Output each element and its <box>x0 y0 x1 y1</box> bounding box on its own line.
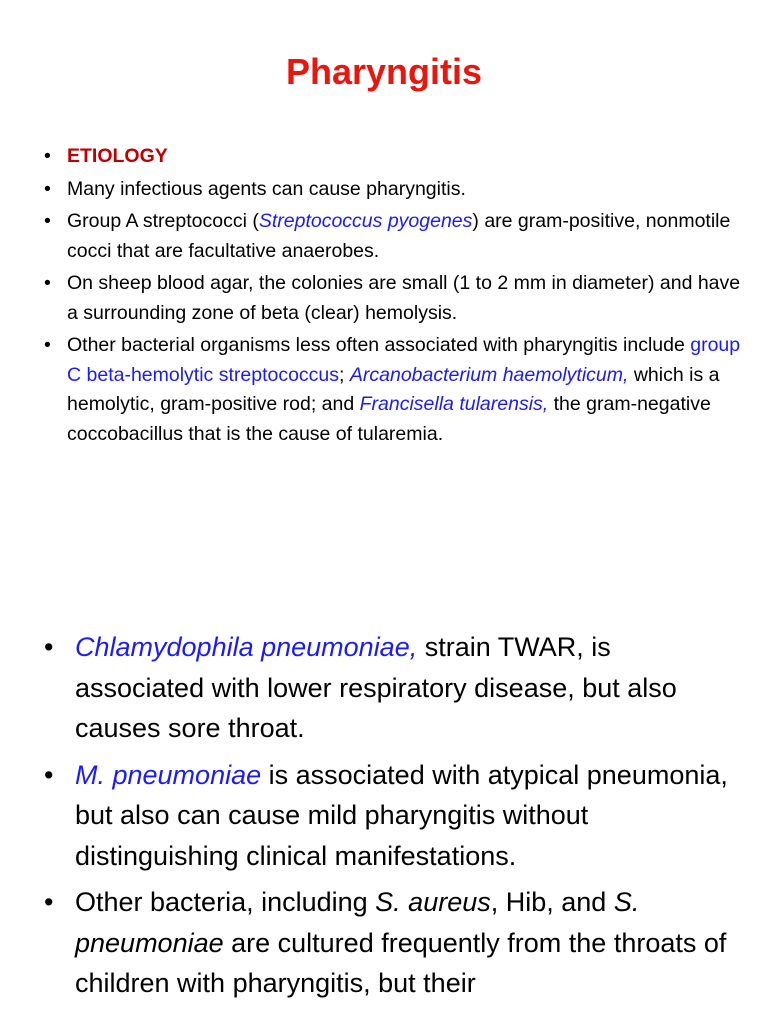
organism-name: Francisella tularensis, <box>359 393 549 415</box>
bullet-infectious-agents <box>44 175 744 205</box>
bullet-m-pneumoniae <box>44 755 744 877</box>
section-label: ETIOLOGY <box>67 145 168 167</box>
bullet-other-bacteria <box>44 882 744 1004</box>
bullet-text: Group A streptococci ( <box>67 210 259 232</box>
slide-other-bacteria <box>0 512 768 1024</box>
bullet-text: strain TWAR, is associated with lower respiratory disease, but also causes sore throat. <box>75 632 677 743</box>
organism-name: Streptococcus pyogenes <box>258 210 473 232</box>
organism-name: M. pneumoniae <box>75 759 262 790</box>
bullet-chlamydophila <box>44 627 744 749</box>
bullet-text: is associated with atypical pneumonia, but also can cause mild pharyngitis without distinguishing clinical manifestations. <box>75 759 728 871</box>
bullet-text: Other bacterial organisms less often associated with pharyngitis include <box>67 334 691 356</box>
bullet-etiology <box>44 142 744 172</box>
bullet-blood-agar <box>44 269 744 328</box>
bullet-list <box>44 142 744 452</box>
organism-name: Arcanobacterium haemolyticum, <box>349 363 629 386</box>
bullet-text: which is a hemolytic, gram-positive rod; and <box>67 363 720 415</box>
bullet-text: On sheep blood agar, the colonies are small (1 to 2 mm in diameter) and have a surrounding zone of beta (clear) hemolysis. <box>67 272 741 324</box>
bullet-text: Many infectious agents can cause pharyngitis. <box>67 177 466 200</box>
organism-name: S. aureus <box>375 887 491 917</box>
organism-name: S. pneumoniae <box>75 887 640 958</box>
bullet-text: are cultured frequently from the throats of children with pharyngitis, but their <box>75 927 727 998</box>
organism-name: group C beta-hemolytic streptococcus <box>67 334 741 386</box>
bullet-text: the gram-negative coccobacillus that is the cause of tularemia. <box>67 393 711 445</box>
bullet-text: ; <box>339 363 350 386</box>
bullet-group-a-strep <box>44 207 744 266</box>
bullet-text: ) are gram-positive, nonmotile cocci that are facultative anaerobes. <box>67 210 731 262</box>
bullet-text: , Hib, and <box>490 887 614 917</box>
organism-name: Chlamydophila pneumoniae, <box>75 632 418 662</box>
bullet-text: Other bacteria, including <box>75 887 376 917</box>
bullet-list <box>44 627 744 1010</box>
bullet-other-organisms <box>44 331 744 449</box>
page-title: Pharyngitis <box>285 51 483 92</box>
